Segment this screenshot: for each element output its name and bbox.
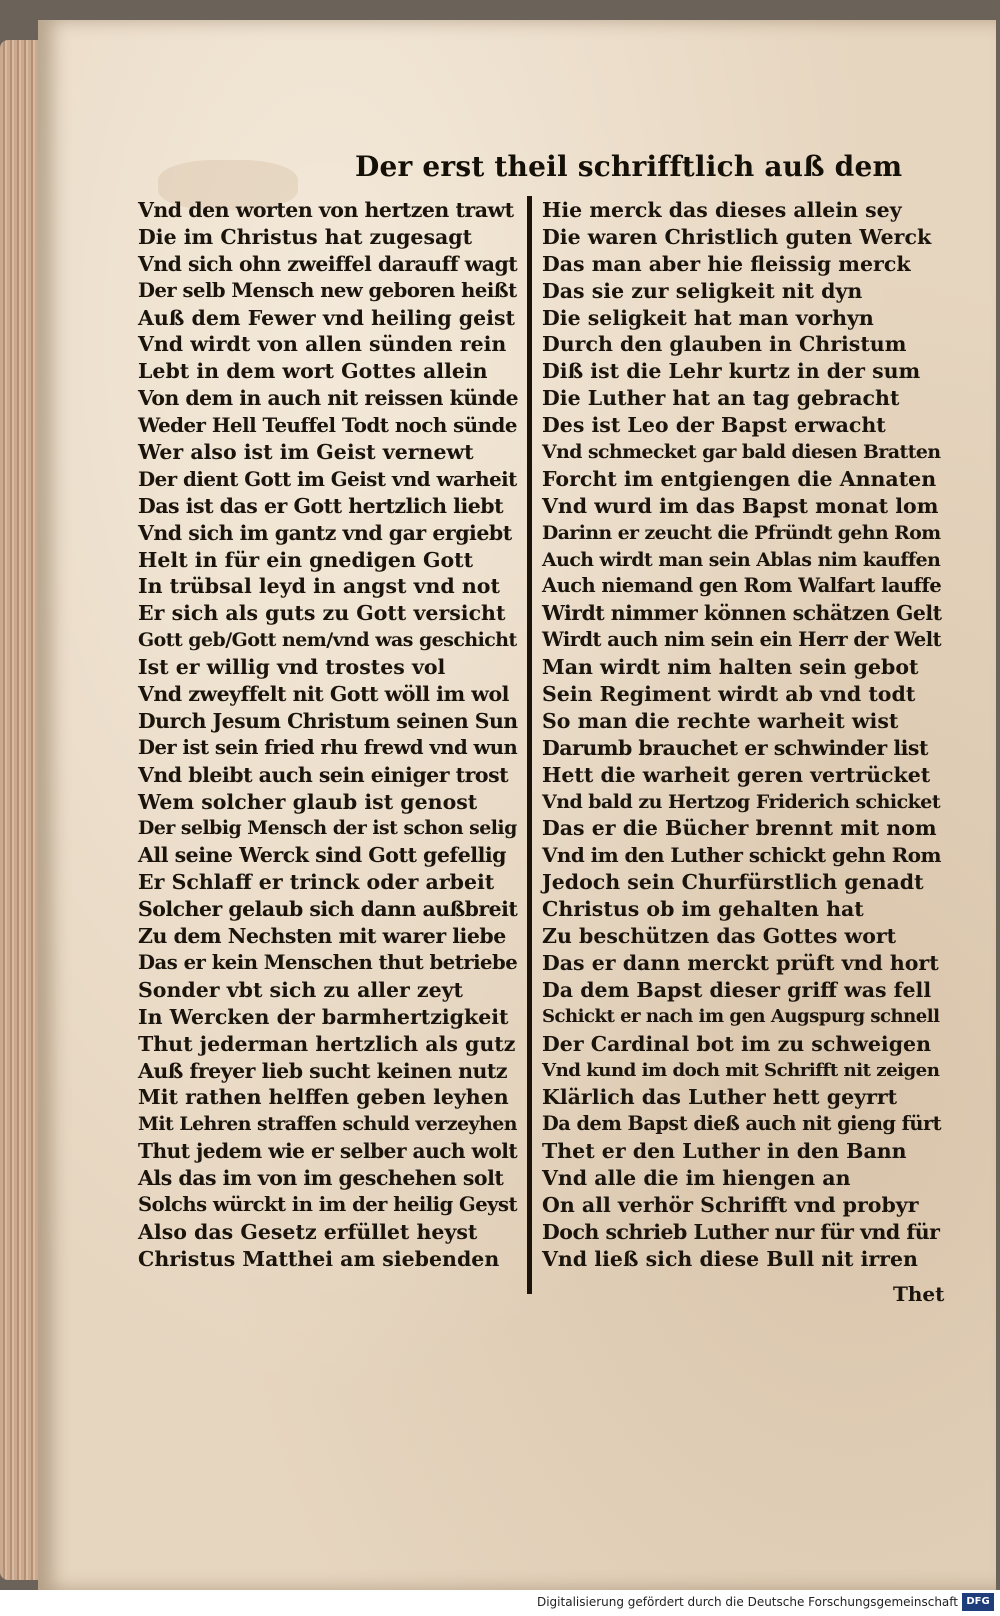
verse-line: Gott geb/Gott nem/vnd was geschicht — [138, 629, 517, 652]
verse-line: Der ist sein fried rhu frewd vnd wun — [138, 735, 518, 759]
verse-line: Forcht im entgiengen die Annaten — [542, 466, 937, 491]
verse-line: Schickt er nach im gen Augspurg schnell — [542, 1005, 940, 1027]
verse-line: Auß freyer lieb sucht keinen nutz — [138, 1058, 508, 1083]
verse-line: Thet er den Luther in den Bann — [542, 1139, 907, 1164]
verse-line: Der dient Gott im Geist vnd warheit — [138, 466, 517, 491]
verse-line: Das sie zur seligkeit nit dyn — [542, 278, 863, 303]
verse-line: Mit Lehren straffen schuld verzeyhen — [138, 1113, 517, 1136]
verse-line: Wirdt auch nim sein ein Herr der Welt — [542, 628, 942, 652]
verse-line: Klärlich das Luther hett geyrrt — [542, 1085, 898, 1110]
verse-line: Hett die warheit geren vertrücket — [542, 762, 931, 787]
verse-line: Solchs würckt in im der heilig Geyst — [138, 1192, 517, 1216]
verse-line: Lebt in dem wort Gottes allein — [138, 359, 488, 384]
verse-line: Der selbig Mensch der ist schon selig — [138, 817, 517, 840]
left-text-column — [138, 197, 518, 1273]
verse-line: Doch schrieb Luther nur für vnd für — [542, 1219, 940, 1244]
verse-line: Vnd bleibt auch sein einiger trost — [138, 762, 509, 787]
verse-line: Diß ist die Lehr kurtz in der sum — [542, 359, 921, 384]
verse-line: Sein Regiment wirdt ab vnd todt — [542, 682, 916, 707]
verse-line: In trübsal leyd in angst vnd not — [138, 574, 500, 599]
verse-line: Das er dann merckt prüft vnd hort — [542, 950, 939, 975]
verse-line: Jedoch sein Churfürstlich genadt — [542, 870, 924, 895]
verse-line: Der Cardinal bot im zu schweigen — [542, 1031, 931, 1056]
verse-line: Vnd bald zu Hertzog Friderich schicket — [542, 790, 941, 813]
verse-line: Mit rathen helffen geben leyhen — [138, 1085, 509, 1110]
verse-line: Vnd sich im gantz vnd gar ergiebt — [138, 520, 512, 545]
verse-line: Darumb brauchet er schwinder list — [542, 735, 928, 760]
verse-line: So man die rechte warheit wist — [542, 708, 899, 733]
verse-line: Vnd zweyffelt nit Gott wöll im wol — [138, 682, 509, 707]
verse-line: Ist er willig vnd trostes vol — [138, 655, 446, 680]
verse-line: Auß dem Fewer vnd heiling geist — [138, 305, 515, 330]
verse-line: Das er kein Menschen thut betriebe — [138, 950, 518, 974]
verse-line: Das man aber hie fleissig merck — [542, 251, 911, 276]
verse-line: Der selb Mensch new geboren heißt — [138, 278, 517, 302]
verse-line: Helt in für ein gnedigen Gott — [138, 547, 474, 572]
verse-line: Christus ob im gehalten hat — [542, 897, 864, 922]
verse-line: Als das im von im geschehen solt — [138, 1166, 504, 1191]
right-text-column — [542, 197, 942, 1273]
verse-line: Die im Christus hat zugesagt — [138, 224, 473, 249]
verse-line: Da dem Bapst dieser griff was fell — [542, 977, 932, 1002]
verse-line: Vnd wirdt von allen sünden rein — [138, 332, 507, 357]
verse-line: Die seligkeit hat man vorhyn — [542, 305, 874, 330]
verse-line: Die waren Christlich guten Werck — [542, 224, 932, 249]
verse-line: Vnd schmecket gar bald diesen Bratten — [542, 441, 941, 464]
verse-line: Durch den glauben in Christum — [542, 332, 907, 357]
verse-line: Weder Hell Teuffel Todt noch sünde — [138, 413, 517, 438]
verse-line: Die Luther hat an tag gebracht — [542, 386, 900, 411]
verse-line: Hie merck das dieses allein sey — [542, 198, 902, 222]
verse-line: Von dem in auch nit reissen künde — [138, 386, 519, 411]
verse-line: Vnd sich ohn zweiffel darauff wagt — [138, 251, 518, 276]
verse-line: Auch wirdt man sein Ablas nim kauffen — [542, 548, 941, 571]
verse-line: Thut jedem wie er selber auch wolt — [138, 1139, 518, 1164]
verse-line: Christus Matthei am siebenden — [138, 1246, 500, 1271]
verse-line: Solcher gelaub sich dann außbreit — [138, 897, 518, 922]
verse-line: Thut jederman hertzlich als gutz — [138, 1031, 516, 1056]
verse-line: Also das Gesetz erfüllet heyst — [138, 1219, 478, 1244]
verse-line: Er Schlaff er trinck oder arbeit — [138, 870, 495, 895]
verse-line: Er sich als guts zu Gott versicht — [138, 601, 506, 626]
verse-line: Wirdt nimmer können schätzen Gelt — [542, 601, 942, 626]
verse-line: Durch Jesum Christum seinen Sun — [138, 708, 518, 733]
verse-line: Zu dem Nechsten mit warer liebe — [138, 924, 506, 949]
verse-line: Vnd alle die im hiengen an — [542, 1166, 851, 1191]
verse-line: Vnd den worten von hertzen trawt — [138, 198, 514, 222]
verse-line: Auch niemand gen Rom Walfart lauffe — [542, 574, 942, 598]
running-title: Der erst theil schrifftlich auß dem — [355, 150, 903, 183]
verse-line: Zu beschützen das Gottes wort — [542, 924, 897, 949]
catchword: Thet — [893, 1282, 945, 1306]
verse-line: Das er die Bücher brennt mit nom — [542, 816, 937, 841]
dfg-logo: DFG — [962, 1593, 994, 1611]
verse-line: Vnd kund im doch mit Schrifft nit zeigen — [542, 1059, 940, 1081]
verse-line: Wer also ist im Geist vernewt — [138, 440, 474, 465]
verse-line: Vnd im den Luther schickt gehn Rom — [542, 843, 941, 868]
verse-line: On all verhör Schrifft vnd probyr — [542, 1192, 919, 1217]
column-divider-rule — [527, 196, 532, 1294]
verse-line: Vnd wurd im das Bapst monat lom — [542, 493, 939, 518]
footer-credit: Digitalisierung gefördert durch die Deutsche Forschungsgemeinschaft — [536, 1595, 958, 1609]
verse-line: Vnd ließ sich diese Bull nit irren — [542, 1246, 918, 1271]
verse-line: Des ist Leo der Bapst erwacht — [542, 413, 886, 438]
digitization-footer — [0, 1590, 1000, 1616]
verse-line: Wem solcher glaub ist genost — [138, 789, 478, 814]
verse-line: All seine Werck sind Gott gefellig — [138, 843, 506, 868]
verse-line: Da dem Bapst dieß auch nit gieng fürt — [542, 1112, 942, 1136]
verse-line: Das ist das er Gott hertzlich liebt — [138, 493, 504, 518]
verse-line: Man wirdt nim halten sein gebot — [542, 655, 919, 680]
verse-line: Darinn er zeucht die Pfründt gehn Rom — [542, 521, 941, 544]
verse-line: Sonder vbt sich zu aller zeyt — [138, 977, 463, 1002]
verse-line: In Wercken der barmhertzigkeit — [138, 1004, 509, 1029]
